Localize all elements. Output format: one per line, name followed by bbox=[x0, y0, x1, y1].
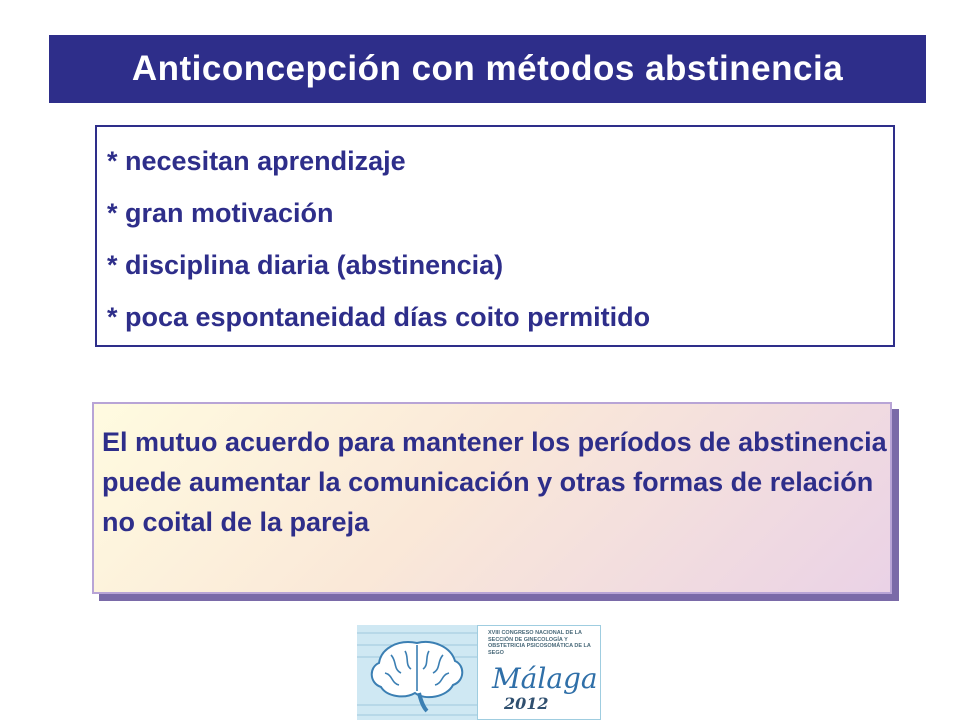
logo-caption: XVIII CONGRESO NACIONAL DE LA SECCIÓN DE GINECOLOGÍA Y OBSTETRICIA PSICOSOMÁTICA DE LA SEGO bbox=[488, 630, 591, 656]
bullet-item: * disciplina diaria (abstinencia) bbox=[107, 250, 504, 280]
logo-graphic bbox=[357, 625, 477, 720]
bullet-list-box bbox=[95, 125, 895, 347]
logo-city: Málaga bbox=[492, 662, 598, 695]
note-text: El mutuo acuerdo para mantener los períodos de abstinencia puede aumentar la comunicación y otras formas de relación no coital de la pareja bbox=[102, 427, 887, 537]
logo-text-panel bbox=[477, 625, 601, 720]
bullet-item: * gran motivación bbox=[107, 198, 334, 228]
slide-title: Anticoncepción con métodos abstinencia bbox=[49, 35, 926, 103]
logo-year: 2012 bbox=[504, 694, 549, 713]
congress-logo bbox=[357, 625, 601, 720]
bullet-item: * poca espontaneidad días coito permitido bbox=[107, 302, 651, 332]
brain-icon bbox=[357, 625, 477, 720]
bullet-item: * necesitan aprendizaje bbox=[107, 146, 406, 176]
note-box bbox=[92, 402, 892, 594]
